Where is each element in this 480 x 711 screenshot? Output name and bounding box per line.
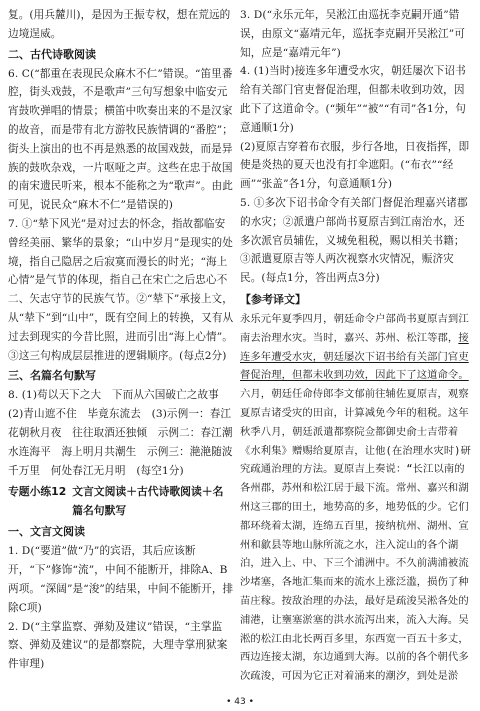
reference-translation <box>240 310 472 686</box>
drill-heading <box>8 482 234 520</box>
translation-paragraph-1 <box>240 310 472 686</box>
answer-6: 6. C(“都重在表现民众麻木不仁”错误。“笛里番腔，街头戏鼓，不是歌声”三句写想象中临安元宵鼓吹弹唱的情景；横笛中吹奏出来的不是汉家的故音，而是带有北方游牧民族情调的“番腔”；街头上演出的也不再是熟悉的故国戏鼓，而是异族的鼓吹杂戏，一片呕哑之声。这些在忠于故国的南宋遗民听来，根本不能称之为“歌声”。由此可见，说民众“麻木不仁”是错误的) <box>8 67 233 212</box>
answer-5: 5. ①多次下诏书命令有关部门督促治理嘉兴诸郡的水灾；②派遣户部尚书夏原吉到江南治水，还多次派官员辅佐，义城免租税，赐以相关书籍；③派遣夏原吉等人两次视察水灾情况，赈济灾民。(每点1分，答出两点3分) <box>240 196 468 285</box>
section-heading-poetry: 二、古代诗歌阅读 <box>8 47 96 61</box>
answer-paragraph-carryover: 复。(用兵麓川)，是因为王振专权，想在荒远的边境逞威。 <box>8 9 231 40</box>
answer-4-part2: (2)夏原吉穿着布衣服，步行各地，日夜指挥，即使是炎热的夏天也没有打伞遮阳。(“布衣”“经画”“张盖”各1分，句意通顺1分) <box>240 140 470 191</box>
answer-2: 2. D(“主掌监察、弹劾及建议”错误，“主掌监察、弹劾及建议”的是都察院，大理寺掌刑狱案件审理) <box>8 620 228 671</box>
drill-title: 文言文阅读＋古代诗歌阅读＋名篇名句默写 <box>72 485 224 518</box>
answer-8: 8. (1)苟以天下之大 下而从六国破亡之故事 (2)青山遮不住 毕竟东流去 (3)示例一：春江花朝秋月夜 往往取酒还独倾 示例二：春江潮水连海平 海上明月共潮生 示例三：滟滟随波千万里 何处春江无月明 (每空1分) <box>8 389 233 477</box>
answer-3: 3. D(“永乐元年，吴淞江由巡抚李克嗣开通”错误，由原文“嘉靖元年，巡抚李克嗣开吴淞江”可知，应是“嘉靖元年”) <box>240 9 465 59</box>
section-heading-classical: 一、文言文阅读 <box>8 525 85 539</box>
drill-number: 专题小练12 <box>8 485 67 499</box>
translation-text: 永乐元年夏季四月，朝廷命令户部尚书夏原吉到江南去治理水灾。当时，嘉兴、苏州、松江等郡， <box>240 312 469 344</box>
right-column <box>240 6 472 696</box>
page-number: • 43 • <box>226 697 254 707</box>
translation-underlined-text: 接连多年遭受水灾，朝廷屡次下诏书给有关部门官吏督促治理，但都未收到功效，因此下了这道命令。 <box>240 331 469 382</box>
answer-4-part1: 4. (1)当时)接连多年遭受水灾，朝廷屡次下诏书给有关部门官吏督促治理，但都未收到功效，因此下了这道命令。(“频年”“被”“有司”各1分，句意通顺1分) <box>240 65 466 134</box>
document-page <box>8 6 472 696</box>
translation-text-cont: 六月，朝廷任命侍郎李文郁前往辅佐夏原吉，观察夏原吉诸受灾的田亩，计算减免今年的租税。这年秋季八月，朝廷派遣都察院佥都御史俞士吉带着《水利集》赠赐给夏原吉，让他(在治理水灾时)研究疏通治理的方法。夏原吉上奏说：“长江以南的各州郡，苏州和松江居于最下流。常州、嘉兴和湖州这三郡的田土，地势高的多，地势低的少。它们都环绕着太湖，连绵五百里，接纳杭州、湖州、宣州和歙县等地山脉所流之水，注入淀山的各个湖泊，进入上、中、下三个浦洲中。不久前满浦被流沙堵塞，各地汇集而来的流水上涨泛滥，损伤了种苗庄稼。按敌治理的办法，最好是疏浚吴淞各处的浦港，让壅塞淤塞的洪水流泻出来，流入大海。吴淞的松江由北长两百多里，东西宽一百五十多丈，西边连接太湖，东边通到大海。以前的各个朝代多次疏浚，可因为它正对着涌来的潮汐，到处是淤 <box>240 388 471 683</box>
section-heading-recitation: 三、名篇名句默写 <box>8 369 96 383</box>
answer-7: 7. ①“辇下风光”是对过去的怀念，指故都临安曾经美丽、繁华的景象；“山中岁月”是现实的处境，指自己隐居之后寂寞而漫长的时光；“海上心情”是气节的体现，指自己在宋亡之后忠心不二、矢志守节的民族气节。②“辇下”承接上文，从“辇下”到“山中”，既有空间上的转换，又有从过去到现实的今昔比照，进而引出“海上心情”。③这三句构成层层推进的逻辑顺序。(每点2分) <box>8 217 234 362</box>
left-column <box>8 6 234 696</box>
reference-translation-heading: 【参考译文】 <box>240 292 306 306</box>
answer-1: 1. D(“要道”做“乃”的宾语，其后应该断开，“下”修饰“流”，中间不能断开，排除A、B两项。“深阔”是“浚”的结果，中间不能断开，排除C项) <box>8 545 234 614</box>
